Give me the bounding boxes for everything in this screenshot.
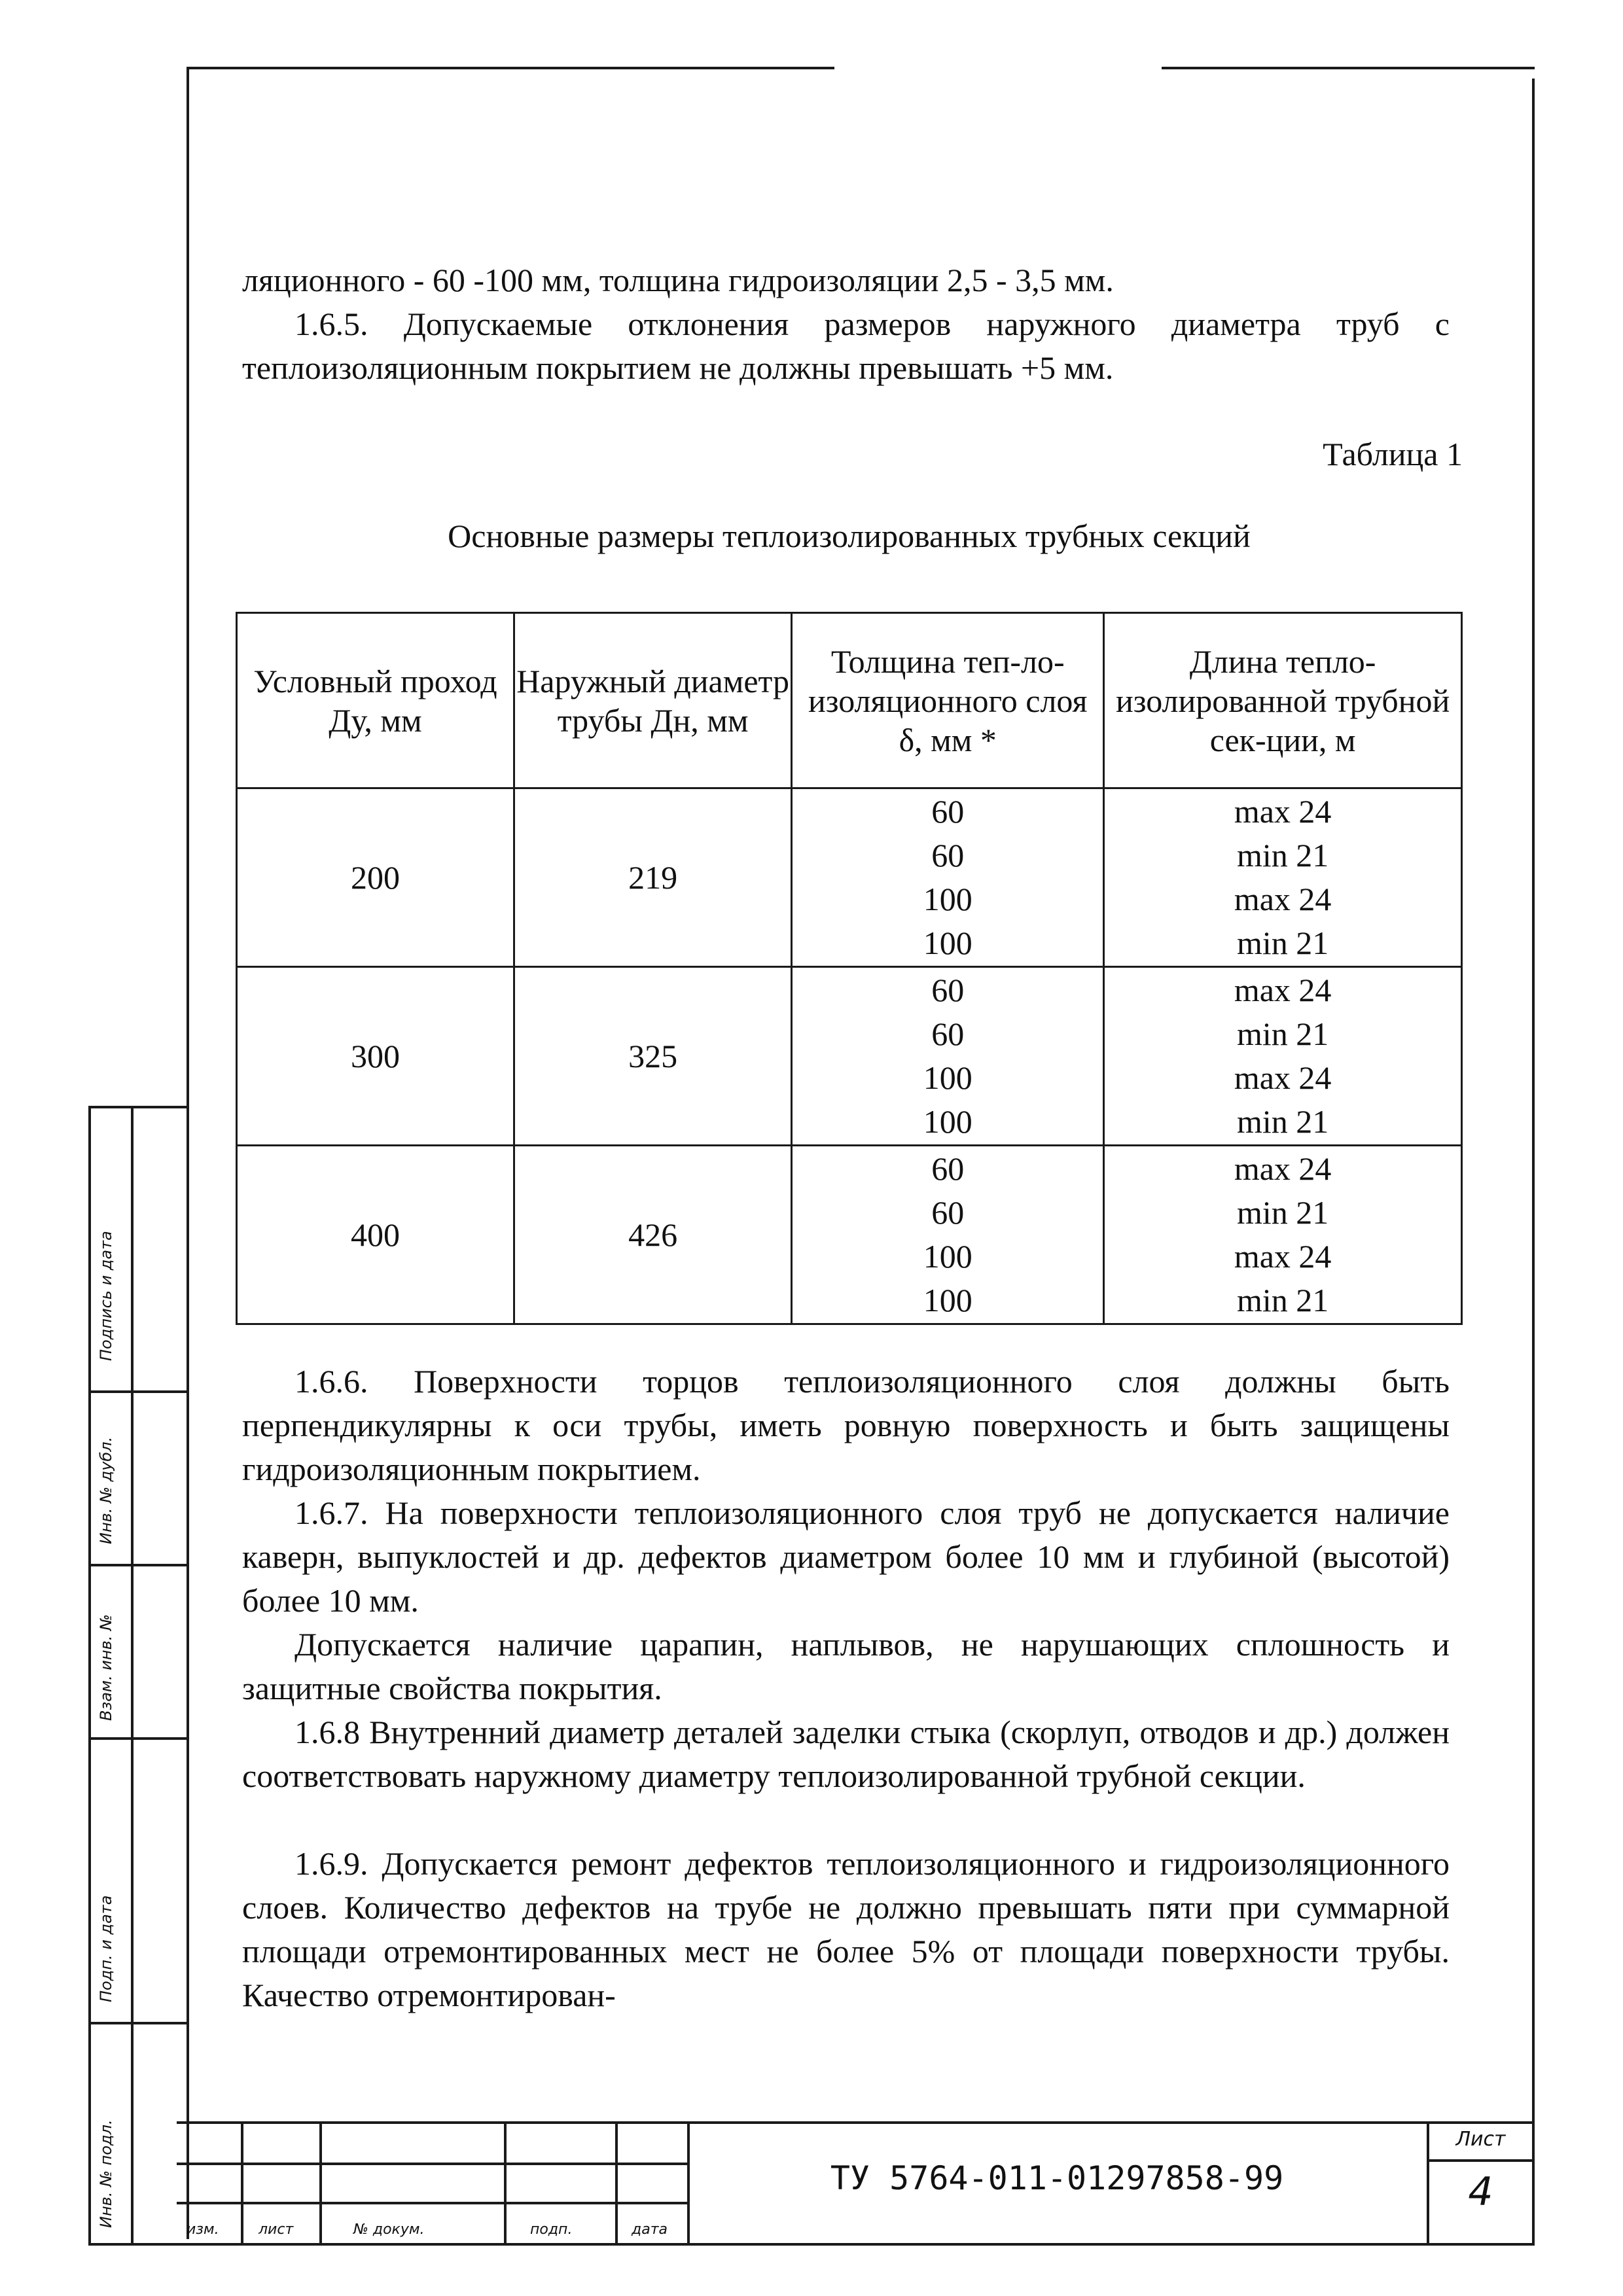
thickness-value: 60 [931, 1150, 965, 1187]
side-column-top [88, 1106, 187, 1108]
cell-thickness [792, 967, 1104, 1146]
cell-dn: 426 [514, 1146, 791, 1324]
table-row [237, 1146, 1462, 1324]
stamp-sep [615, 2121, 618, 2243]
cell-length [1104, 788, 1462, 967]
cell-du: 400 [237, 1146, 514, 1324]
length-value: max 24 [1234, 1150, 1332, 1187]
header-outer-diameter: Наружный диаметр трубы Дн, мм [514, 613, 791, 788]
stamp-col-change: изм. [187, 2221, 219, 2238]
side-sep [88, 1390, 187, 1393]
cell-dn: 219 [514, 788, 791, 967]
side-column-inner [131, 1106, 134, 2244]
stamp-sheet-line [1427, 2159, 1535, 2162]
paragraph-continuation: ляционного - 60 -100 мм, толщина гидроизоляции 2,5 - 3,5 мм. [242, 262, 1114, 298]
table-row [237, 967, 1462, 1146]
frame-top-right [1162, 67, 1535, 69]
cell-thickness [792, 788, 1104, 967]
cell-length [1104, 1146, 1462, 1324]
table-label: Таблица 1 [1323, 436, 1463, 472]
side-sep [88, 2022, 187, 2024]
stamp-col-signature: подп. [530, 2221, 573, 2238]
table-header-row [237, 613, 1462, 788]
thickness-value: 60 [931, 1016, 965, 1052]
stamp-row-line [177, 2163, 687, 2165]
length-value: max 24 [1234, 793, 1332, 830]
table-row [237, 788, 1462, 967]
length-value: min 21 [1236, 1103, 1329, 1140]
thickness-value: 100 [923, 1103, 972, 1140]
length-value: max 24 [1234, 881, 1332, 917]
cell-du: 300 [237, 967, 514, 1146]
stamp-sep [319, 2121, 322, 2243]
paragraph-1-6-5: 1.6.5. Допускаемые отклонения размеров наружного диаметра труб с теплоизоляционным покрытием не должны превышать +5 мм. [242, 306, 1450, 386]
thickness-value: 60 [931, 837, 965, 874]
stamp-sep [504, 2121, 507, 2243]
side-sep [88, 1564, 187, 1566]
paragraph-1-6-8: 1.6.8 Внутренний диаметр деталей заделки стыка (скорлуп, отводов и др.) должен соответствовать наружному диаметру теплоизолированной трубной секции. [242, 1714, 1450, 1794]
sheet-number: 4 [1468, 2169, 1493, 2215]
length-value: min 21 [1236, 837, 1329, 874]
thickness-value: 60 [931, 972, 965, 1008]
side-label-sign-date: Подп. и дата [97, 1895, 115, 2002]
stamp-col-date: дата [632, 2221, 668, 2238]
stamp-row-line [177, 2202, 687, 2204]
frame-right [1532, 79, 1535, 2244]
dimensions-table [236, 612, 1463, 1325]
thickness-value: 100 [923, 881, 972, 917]
length-value: min 21 [1236, 925, 1329, 961]
stamp-top [177, 2121, 1535, 2124]
paragraph-1-6-6: 1.6.6. Поверхности торцов теплоизоляционного слоя должны быть перпендикулярны к оси трубы, иметь ровную поверхность и быть защищены гидроизоляционным покрытием. [242, 1363, 1450, 1487]
side-label-orig-inv: Инв. № подл. [97, 2119, 115, 2228]
paragraph-1-6-9: 1.6.9. Допускается ремонт дефектов теплоизоляционного и гидроизоляционного слоев. Количество дефектов на трубе не должно превышать пяти при суммарной площади отремонтированных мест не более 5% от площади поверхности трубы. Качество отремонтирован- [242, 1845, 1450, 2013]
header-nominal-bore: Условный проход Ду, мм [237, 613, 514, 788]
length-value: min 21 [1236, 1282, 1329, 1318]
thickness-value: 60 [931, 793, 965, 830]
cell-thickness [792, 1146, 1104, 1324]
frame-left [187, 67, 189, 2239]
cell-du: 200 [237, 788, 514, 967]
document-code: ТУ 5764-011-01297858-99 [830, 2159, 1284, 2197]
side-label-signature-date: Подпись и дата [97, 1231, 115, 1361]
header-section-length: Длина тепло-изолированной трубной сек-ции, м [1104, 613, 1462, 788]
thickness-value: 100 [923, 1238, 972, 1275]
frame-top-left [187, 67, 834, 69]
paragraph-allowed-defects: Допускается наличие царапин, наплывов, не нарушающих сплошность и защитные свойства покрытия. [242, 1626, 1450, 1706]
stamp-col-doc-number: № докум. [353, 2221, 425, 2238]
length-value: max 24 [1234, 972, 1332, 1008]
thickness-value: 60 [931, 1194, 965, 1231]
thickness-value: 100 [923, 1059, 972, 1096]
side-label-replace-inv: Взам. инв. № [97, 1614, 115, 1721]
frame-bottom [88, 2243, 1535, 2246]
side-label-dup-inv: Инв. № дубл. [97, 1436, 115, 1544]
length-value: max 24 [1234, 1238, 1332, 1275]
side-sep [88, 1737, 187, 1740]
thickness-value: 100 [923, 1282, 972, 1318]
length-value: max 24 [1234, 1059, 1332, 1096]
length-value: min 21 [1236, 1016, 1329, 1052]
header-insulation-thickness: Толщина теп-ло-изоляционного слоя δ, мм * [792, 613, 1104, 788]
stamp-sep [241, 2121, 243, 2243]
paragraph-1-6-7: 1.6.7. На поверхности теплоизоляционного слоя труб не допускается наличие каверн, выпуклостей и др. дефектов диаметром более 10 мм и глубиной (высотой) более 10 мм. [242, 1494, 1450, 1619]
thickness-value: 100 [923, 925, 972, 961]
table-title: Основные размеры теплоизолированных трубных секций [448, 518, 1251, 554]
stamp-col-sheet: лист [259, 2221, 294, 2238]
sheet-label: Лист [1455, 2128, 1506, 2151]
cell-dn: 325 [514, 967, 791, 1146]
side-column-left [88, 1106, 91, 2244]
cell-length [1104, 967, 1462, 1146]
length-value: min 21 [1236, 1194, 1329, 1231]
